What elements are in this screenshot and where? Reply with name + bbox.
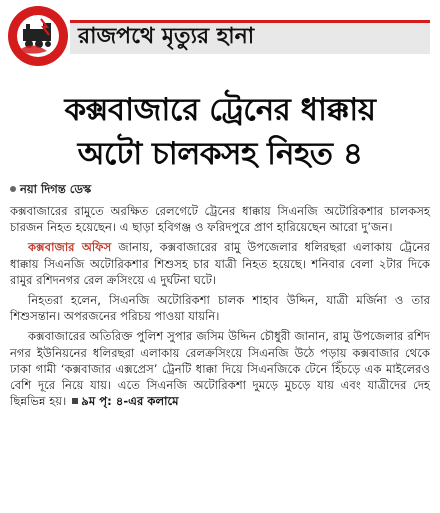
banner-title: রাজপথে মৃত্যুর হানা (78, 24, 255, 49)
train-icon (17, 15, 59, 57)
paragraph-3: নিহতরা হলেন, সিএনজি অটোরিকশা চালক শাহাব উদ্দিন, যাত্রী মর্জিনা ও তার শিশুসন্তান। অপরজনের পরিচয় পাওয়া যায়নি। (10, 293, 430, 324)
headline-line-2: অটো চালকসহ নিহত ৪ (77, 136, 363, 172)
continued-on: ৯ম পৃ: ৪-এর কলামে (81, 394, 179, 409)
bullet-icon (10, 186, 16, 192)
paragraph-4 (10, 328, 430, 409)
square-bullet-icon (72, 398, 78, 404)
byline-text: নয়া দিগন্ত ডেস্ক (20, 182, 92, 196)
paragraph-2 (10, 239, 430, 288)
byline (10, 181, 91, 197)
paragraph-1: কক্সবাজারের রামুতে অরক্ষিত রেলগেটে ট্রেনের ধাক্কায় সিএনজি অটোরিকশার চালকসহ চারজন নিহত হয়েছেন। এ ছাড়া হবিগঞ্জ ও ফরিদপুরে প্রাণ হারিয়েছেন আরো দু’জন। (10, 204, 430, 235)
train-accident-logo-icon (8, 6, 68, 66)
logo-inner-circle (17, 15, 59, 57)
paragraph-4-text: কক্সবাজারের অতিরিক্ত পুলিশ সুপার জসিম উদ্দিন চৌধুরী জানান, রামু উপজেলার রশিদ নগর ইউনিয়নের ধলিরছরা এলাকায় রেলক্রসিংয়ে সিএনজি উঠে পড়ায় কক্সবাজার থেকে ঢাকা গামী ‘কক্সবাজার এক্সপ্রেস’ ট্রেনটি ধাক্কা দিয়ে সিএনজিকে টেনে হিঁচড়ে এক মাইলেরও বেশি দূরে নিয়ে যায়। এতে সিএনজি অটোরিকশা দুমড়ে মুচড়ে যায় এবং যাত্রীদের দেহ ছিন্নভিন্ন হয়। (10, 329, 430, 409)
headline-line-1: কক্সবাজারে ট্রেনের ধাক্কায় (64, 92, 376, 128)
paragraph-2-text: জানায়, কক্সবাজারের রামু উপজেলার ধলিরছরা এলাকায় ট্রেনের ধাক্কায় সিএনজি অটোরিকশার শিশুসহ চার যাত্রী নিহত হয়েছে। শনিবার বেলা ২টার দিকে রামুর রশিদনগর রেল ক্রসিংয়ে এ দুর্ঘটনা ঘটে। (10, 240, 430, 287)
dateline-lead: কক্সবাজার অফিস (28, 240, 112, 255)
section-banner (8, 6, 432, 68)
article-body (10, 203, 430, 413)
